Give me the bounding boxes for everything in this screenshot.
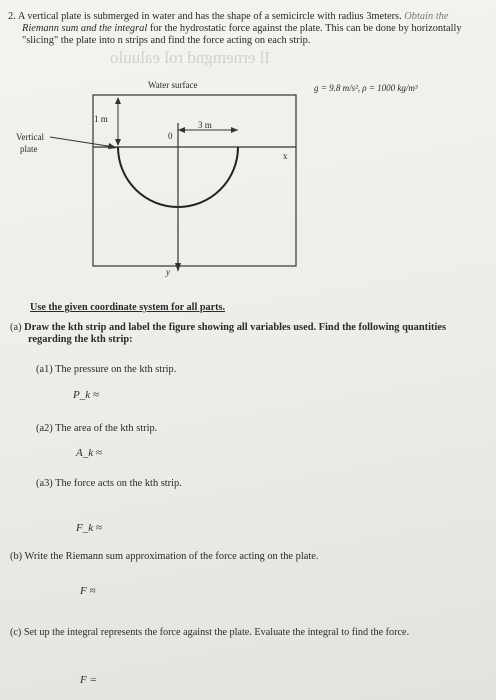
vertical-plate-arrow [108,143,117,149]
constants-label: g = 9.8 m/s², ρ = 1000 kg/m³ [314,83,418,93]
three-meter-label: 3 m [198,120,212,130]
part-a3-answer[interactable]: F_k ≈ [76,522,102,534]
part-c-answer[interactable]: F = [80,674,97,686]
part-a1-answer[interactable]: P_k ≈ [73,389,99,401]
water-tank-box [93,95,296,266]
vertical-plate-label-1: Vertical [16,132,44,142]
plate-figure [0,0,496,300]
origin-label: 0 [168,131,173,141]
one-meter-arrow-bottom [115,139,121,146]
problem-line-3: "slicing" the plate into n strips and find the force acting on each strip. [22,35,311,46]
one-meter-label: 1 m [94,114,108,124]
problem-line-1-tail: Obtain the [404,11,449,22]
y-axis-arrow [175,263,181,272]
problem-line-2-text: for the hydrostatic force against the plate. This can be done by horizontally [149,23,462,34]
part-a3-question: (a3) The force acts on the kth strip. [36,478,182,489]
part-c-question: (c) Set up the integral represents the force against the plate. Evaluate the integral to find the force. [10,627,410,638]
part-a-label: (a) [10,322,22,333]
part-a1-question: (a1) The pressure on the kth strip. [36,364,177,375]
vertical-plate-pointer [50,137,114,147]
part-a-question [10,322,446,333]
vertical-plate-label-2: plate [20,144,38,154]
part-b-question: (b) Write the Riemann sum approximation of the force acting on the plate. [10,551,319,562]
problem-line-1-text: A vertical plate is submerged in water and has the shape of a semicircle with radius 3meters. [17,11,402,22]
riemann-phrase: Riemann sum and the integral [22,23,148,34]
part-a-text-2: regarding the kth strip: [28,334,133,345]
part-a2-answer[interactable]: A_k ≈ [76,447,102,459]
part-a2-question: (a2) The area of the kth strip. [36,423,158,434]
instructions-heading: Use the given coordinate system for all parts. [30,302,226,313]
x-axis-label: x [283,151,288,161]
bleed-through-text: Il ernemgnd rol ealuulo [110,48,271,67]
y-axis-label: y [166,267,170,277]
part-b-answer[interactable]: F ≈ [80,585,96,597]
three-meter-arrow-right [231,127,238,133]
part-a-text: Draw the kth strip and label the figure showing all variables used. Find the following quantities [24,322,446,333]
water-surface-label: Water surface [148,80,198,90]
problem-number: 2. [8,11,16,22]
one-meter-arrow-top [115,97,121,104]
three-meter-arrow-left [178,127,185,133]
